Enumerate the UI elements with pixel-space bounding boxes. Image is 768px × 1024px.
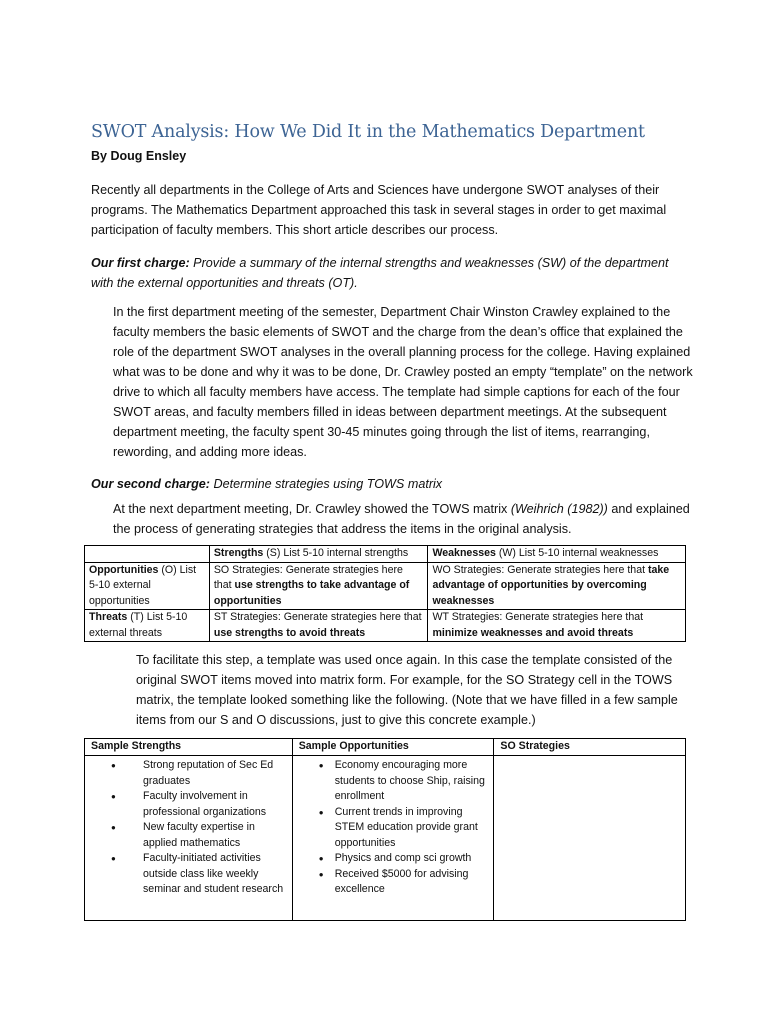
threats-row: [85, 610, 686, 642]
list-item: ● Current trends in improving STEM education provide grant opportunities: [335, 805, 490, 852]
first-charge-text: Provide a summary of the internal strengths and weaknesses (SW) of the department with the external opportunities and threats (OT).: [91, 256, 669, 290]
strengths-header-bold: Strengths: [213, 547, 264, 559]
tows-intro-before: At the next department meeting, Dr. Crawley showed the TOWS matrix: [113, 502, 511, 516]
list-item: ● New faculty expertise in applied mathematics: [127, 820, 288, 851]
strengths-list: [89, 758, 288, 898]
tows-corner-cell: [85, 546, 210, 563]
template-paragraph: To facilitate this step, a template was used once again. In this case the template consisted of the original SWOT items moved into matrix form. For example, for the SO Strategy cell in the TOWS matrix, the template looked something like the following. (Note that we have filled in a few sample items from our S and O discussions, just to give this concrete example.): [136, 653, 678, 727]
st-strategies-cell: [209, 610, 428, 642]
citation: (Weihrich (1982)): [510, 502, 608, 516]
tows-intro-paragraph: [113, 499, 693, 539]
strengths-header-cell: [209, 546, 428, 563]
wt-strategies-cell: [428, 610, 686, 642]
opportunities-row: [85, 562, 686, 610]
list-item: ● Faculty-initiated activities outside class like weekly seminar and student research: [127, 851, 288, 898]
sample-so-table: [84, 738, 686, 921]
sample-body-row: [85, 756, 686, 921]
weaknesses-header-bold: Weaknesses: [432, 547, 496, 559]
tows-matrix-table: [84, 545, 686, 642]
tows-intro-after: and explained the process of generating strategies that address the items in the original analysis.: [113, 502, 690, 536]
st-strategies-text: ST Strategies: Generate strategies here that: [213, 611, 422, 623]
sample-header-row: [85, 739, 686, 756]
so-strategies-bold: use strengths to take advantage of opportunities: [213, 579, 410, 607]
opportunities-label-bold: Opportunities: [89, 563, 159, 576]
sample-opportunities-cell: [292, 756, 494, 921]
so-strategies-text: SO Strategies: Generate strategies here that: [213, 563, 403, 591]
weaknesses-header-text: (W) List 5-10 internal weaknesses: [495, 547, 659, 559]
wt-strategies-bold: minimize weaknesses and avoid threats: [432, 626, 634, 639]
list-item: ● Faculty involvement in professional organizations: [127, 789, 288, 820]
so-strategies-cell: [209, 562, 428, 610]
wt-strategies-text: WT Strategies: Generate strategies here that: [432, 611, 644, 623]
list-item: ● Strong reputation of Sec Ed graduates: [127, 758, 288, 789]
list-item: ● Received $5000 for advising excellence: [335, 867, 490, 898]
first-meeting-paragraph: In the first department meeting of the semester, Department Chair Winston Crawley explained to the faculty members the basic elements of SWOT and the charge from the dean’s office that explained the role of the department SWOT analyses in the overall planning process for the college. Having explained what was to be done and why it was to be done, Dr. Crawley posted an empty “template” on the network drive to which all faculty members have access. The template had simple captions for each of the four SWOT areas, and faculty members filled in ideas between department meetings. At the subsequent department meeting, the faculty spent 30-45 minutes going through the list of items, rearranging, rewording, and adding more ideas.: [113, 305, 693, 459]
opportunities-label-text: (O) List 5-10 external opportunities: [89, 563, 197, 607]
so-strategies-empty-cell: [494, 756, 686, 921]
intro-paragraph: Recently all departments in the College of Arts and Sciences have undergone SWOT analyses of their programs. The Mathematics Department approached this task in several stages in order to get maximal participation of faculty members. This short article describes our process.: [91, 183, 667, 237]
list-item: ● Physics and comp sci growth: [335, 851, 490, 867]
wo-strategies-bold: take advantage of opportunities by overcoming weaknesses: [432, 563, 670, 607]
list-item: ● Economy encouraging more students to choose Ship, raising enrollment: [335, 758, 490, 805]
author-byline: By Doug Ensley: [91, 149, 187, 163]
sample-opportunities-header: Sample Opportunities: [292, 739, 494, 756]
second-charge-paragraph: [91, 474, 691, 494]
tows-header-row: [85, 546, 686, 563]
sample-strengths-cell: [85, 756, 293, 921]
opportunities-list: [297, 758, 490, 898]
sample-strengths-header: Sample Strengths: [85, 739, 293, 756]
article-title: SWOT Analysis: How We Did It in the Mathematics Department: [91, 122, 645, 142]
threats-label-text: (T) List 5-10 external threats: [89, 611, 188, 639]
second-charge-text: Determine strategies using TOWS matrix: [209, 477, 443, 491]
wo-strategies-text: WO Strategies: Generate strategies here that: [432, 563, 648, 576]
st-strategies-bold: use strengths to avoid threats: [213, 626, 366, 639]
first-charge-lead: Our first charge:: [91, 256, 190, 270]
threats-label-cell: [85, 610, 210, 642]
strengths-header-text: (S) List 5-10 internal strengths: [263, 547, 409, 559]
opportunities-label-cell: [85, 562, 210, 610]
weaknesses-header-cell: [428, 546, 686, 563]
so-strategies-header: SO Strategies: [494, 739, 686, 756]
threats-label-bold: Threats: [89, 611, 128, 623]
second-charge-lead: Our second charge:: [91, 477, 210, 491]
first-charge-paragraph: [91, 253, 691, 293]
wo-strategies-cell: [428, 562, 686, 610]
